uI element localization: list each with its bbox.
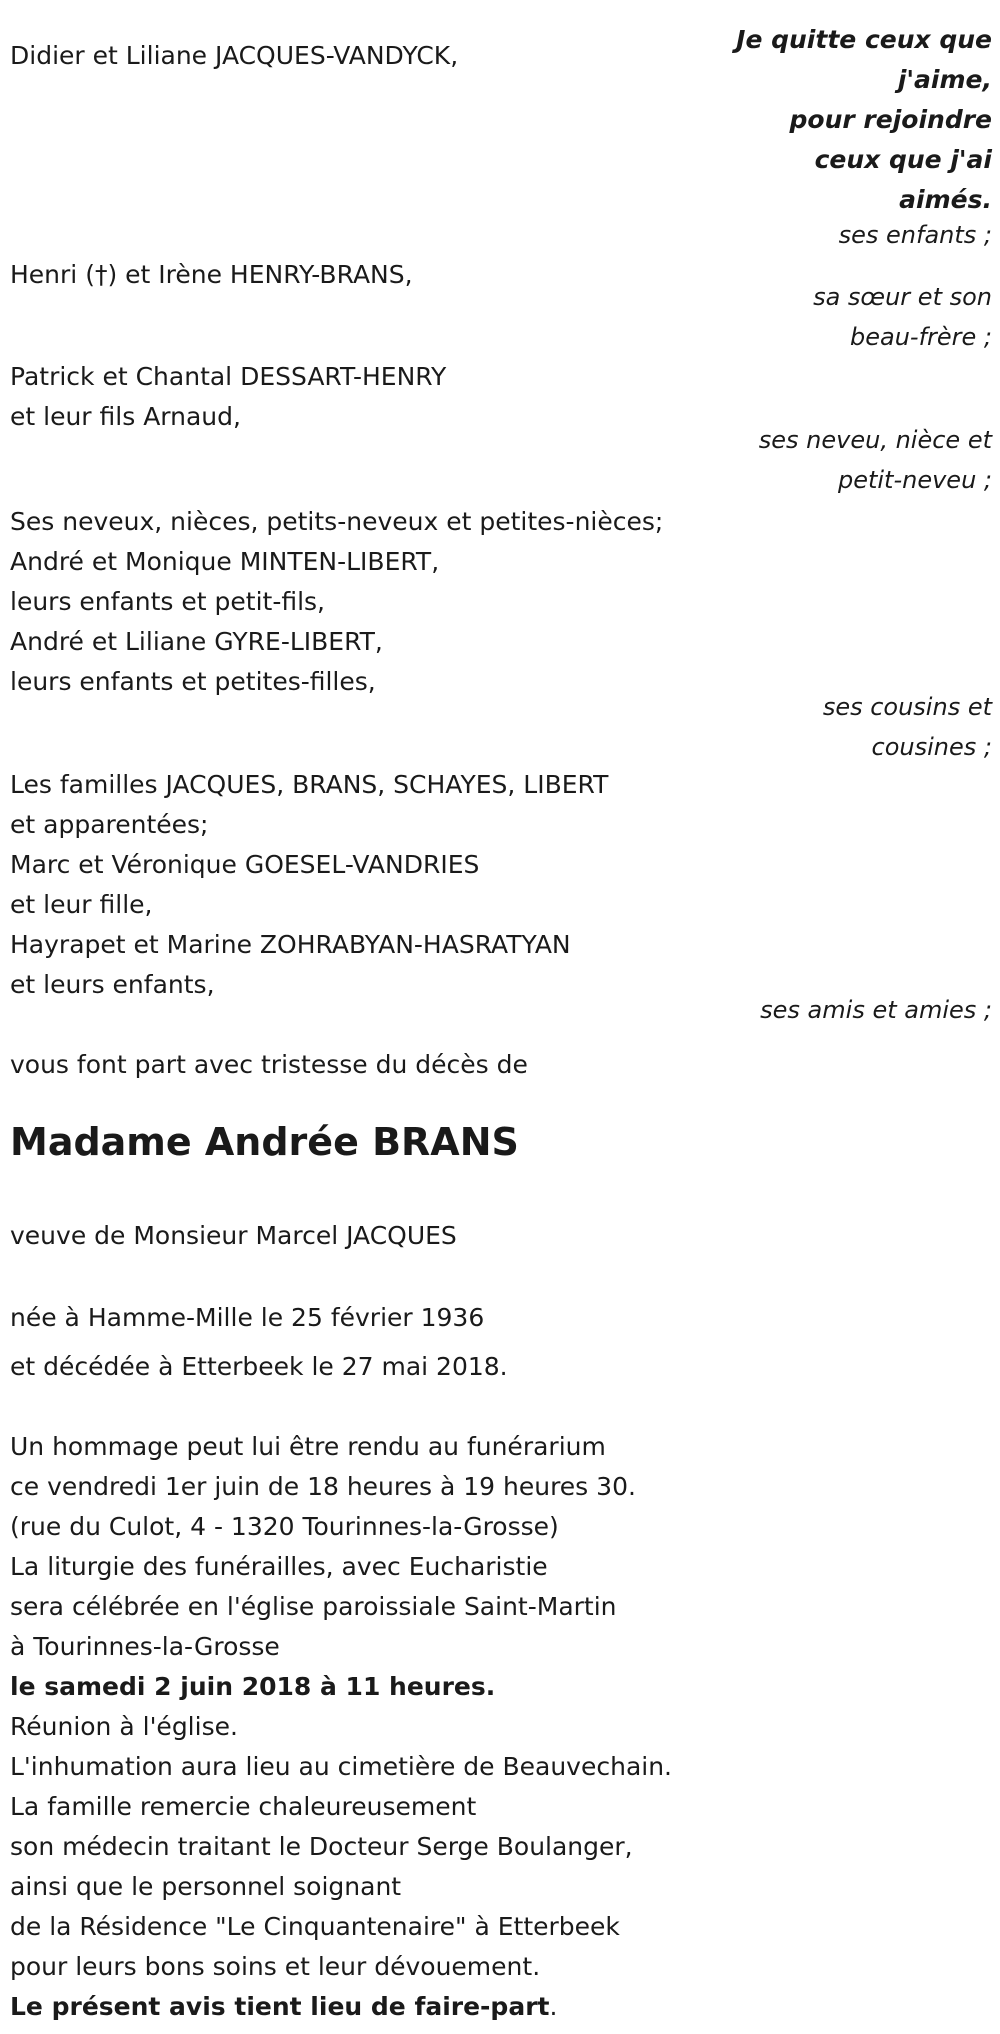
closing-bold: Le présent avis tient lieu de faire-part [10, 1992, 550, 2021]
birth-line: née à Hamme-Mille le 25 février 1936 [10, 1303, 485, 1332]
detail-line: sera célébrée en l'église paroissiale Saint-Martin [10, 1592, 617, 1621]
epigraph-line: j'aime, [897, 65, 992, 94]
family-line: et leurs enfants, [10, 970, 215, 999]
detail-line: La famille remercie chaleureusement [10, 1792, 477, 1821]
relation-line: petit-neveu ; [837, 466, 992, 494]
relation-sister [662, 277, 992, 357]
family-line: leurs enfants et petites-filles, [10, 667, 376, 696]
relation-friends: ses amis et amies ; [760, 996, 992, 1024]
family-line: et leur fils Arnaud, [10, 402, 241, 431]
detail-line: L'inhumation aura lieu au cimetière de Beauvechain. [10, 1752, 672, 1781]
detail-line: à Tourinnes-la-Grosse [10, 1632, 280, 1661]
epigraph [662, 20, 992, 220]
closing-line [10, 1987, 557, 2027]
detail-line: Un hommage peut lui être rendu au funérarium [10, 1432, 606, 1461]
family-group2: Henri (†) et Irène HENRY-BRANS, [10, 260, 413, 289]
relation-line: sa sœur et son [813, 283, 992, 311]
announcement: vous font part avec tristesse du décès de [10, 1050, 528, 1079]
family-line: Marc et Véronique GOESEL-VANDRIES [10, 850, 480, 879]
epigraph-line: aimés. [899, 185, 992, 214]
ceremony-date: le samedi 2 juin 2018 à 11 heures. [10, 1672, 496, 1701]
family-line: leurs enfants et petit-fils, [10, 587, 326, 616]
family-line: Ses neveux, nièces, petits-neveux et petites-nièces; [10, 507, 664, 536]
family-line: Les familles JACQUES, BRANS, SCHAYES, LIBERT [10, 770, 609, 799]
epigraph-line: pour rejoindre [789, 105, 992, 134]
family-line: et leur fille, [10, 890, 153, 919]
detail-line: La liturgie des funérailles, avec Eucharistie [10, 1552, 548, 1581]
family-line: Hayrapet et Marine ZOHRABYAN-HASRATYAN [10, 930, 571, 959]
death-line: et décédée à Etterbeek le 27 mai 2018. [10, 1352, 508, 1381]
relation-children: ses enfants ; [838, 221, 992, 249]
family-line: André et Monique MINTEN-LIBERT, [10, 547, 440, 576]
detail-line: de la Résidence "Le Cinquantenaire" à Etterbeek [10, 1912, 620, 1941]
detail-line: ce vendredi 1er juin de 18 heures à 19 heures 30. [10, 1472, 636, 1501]
closing-end: . [549, 1992, 558, 2021]
epigraph-line: ceux que j'ai [814, 145, 992, 174]
family-line: et apparentées; [10, 810, 209, 839]
relation-line: ses cousins et [822, 693, 992, 721]
widow-line: veuve de Monsieur Marcel JACQUES [10, 1221, 457, 1250]
family-line: André et Liliane GYRE-LIBERT, [10, 627, 383, 656]
relation-line: ses neveu, nièce et [758, 426, 992, 454]
relation-line: beau-frère ; [849, 323, 992, 351]
detail-line: ainsi que le personnel soignant [10, 1872, 402, 1901]
family-line: Patrick et Chantal DESSART-HENRY [10, 362, 447, 391]
relation-cousins [662, 687, 992, 767]
detail-line: pour leurs bons soins et leur dévouement. [10, 1952, 541, 1981]
relation-line: cousines ; [871, 733, 992, 761]
relation-nephews [662, 420, 992, 500]
detail-line: son médecin traitant le Docteur Serge Boulanger, [10, 1832, 633, 1861]
detail-line: Réunion à l'église. [10, 1712, 238, 1741]
detail-line: (rue du Culot, 4 - 1320 Tourinnes-la-Grosse) [10, 1512, 559, 1541]
family-group1: Didier et Liliane JACQUES-VANDYCK, [10, 41, 459, 70]
epigraph-line: Je quitte ceux que [736, 25, 992, 54]
deceased-name: Madame Andrée BRANS [10, 1120, 519, 1164]
